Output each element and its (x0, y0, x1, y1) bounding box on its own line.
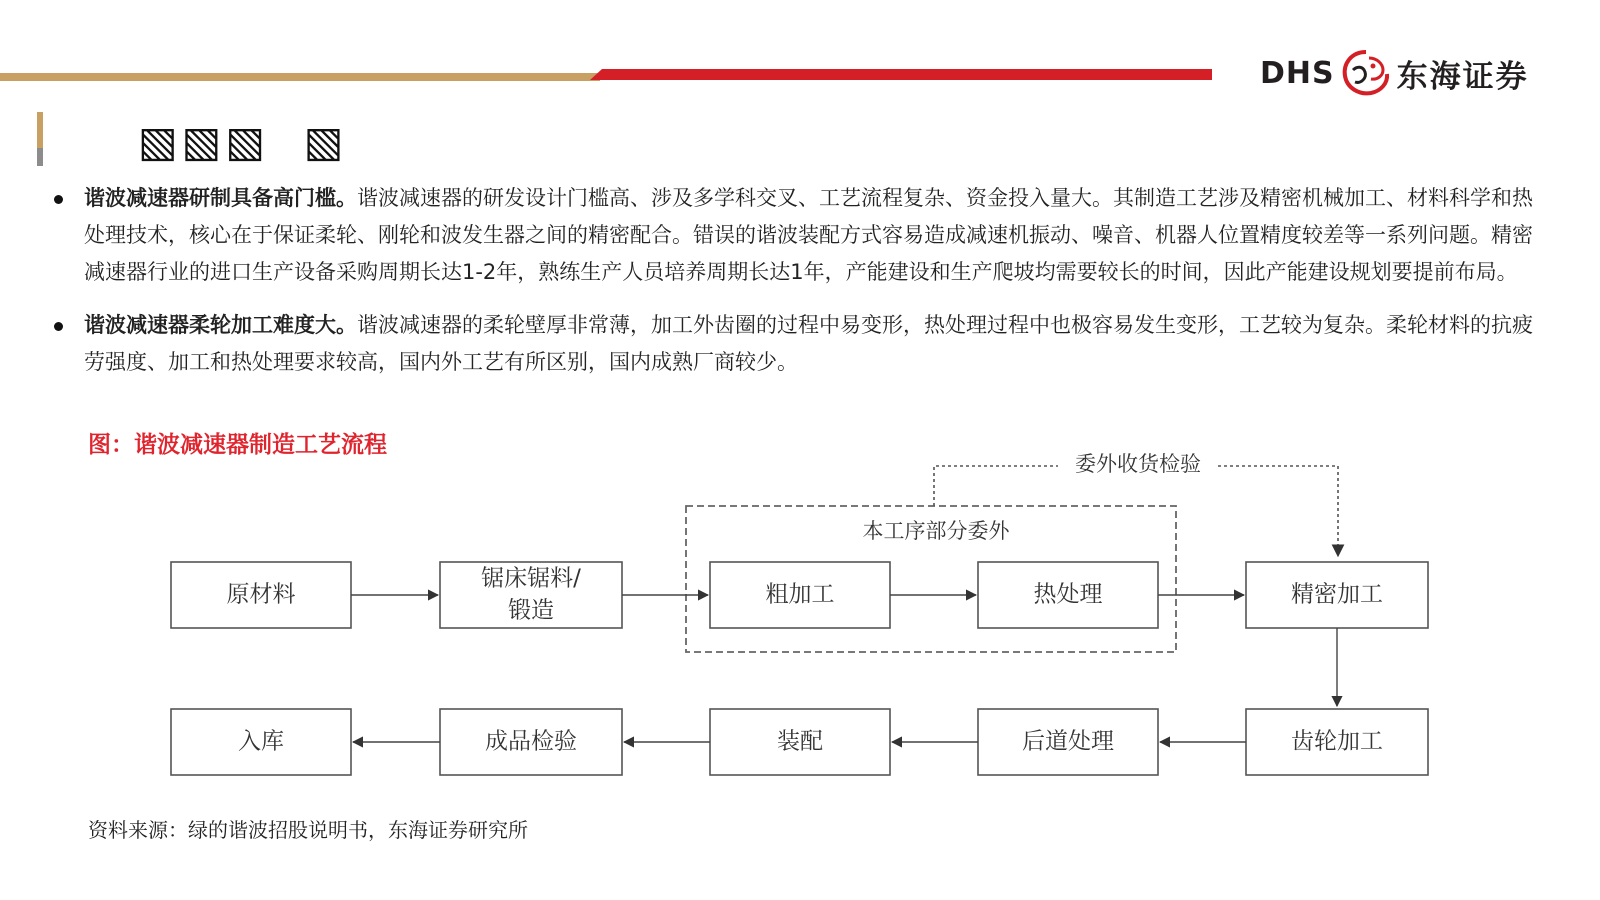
bullet-1-text: 谐波减速器的研发设计门槛高、涉及多学科交叉、工艺流程复杂、资金投入量大。其制造工艺涉及精密机械加工、材料科学和热处理技术，核心在于保证柔轮、刚轮和波发生器之间的精密配合。错误的谐波装配方式容易造成减速机振动、噪音、机器人位置精度较差等一系列问题。精密减速器行业的进口生产设备采购周期长达1-2年，熟练生产人员培养周期长达1年，产能建设和生产爬坡均需要较长的时间，因此产能建设规划要提前布局。 (84, 186, 1533, 284)
node-warehouse-label: 入库 (238, 728, 284, 755)
source-note: 资料来源：绿的谐波招股说明书，东海证券研究所 (88, 818, 528, 842)
node-post-label: 后道处理 (1022, 728, 1114, 755)
bullet-1-heading: 谐波减速器研制具备高门槛。 (84, 186, 357, 210)
bullet-2-heading: 谐波减速器柔轮加工难度大。 (84, 313, 357, 337)
node-sawing-label-line2: 锻造 (508, 597, 554, 624)
node-rough-label: 粗加工 (765, 581, 835, 608)
page-title: ▧▧▧ ▧ (138, 117, 348, 166)
outsource-group-label: 本工序部分委外 (862, 519, 1010, 543)
figure-title: 图：谐波减速器制造工艺流程 (88, 432, 387, 458)
node-precision-label: 精密加工 (1291, 581, 1383, 608)
node-assembly-label: 装配 (777, 728, 823, 755)
node-inspection-label: 成品检验 (485, 728, 577, 755)
node-sawing-label-line1: 锯床锯料/ (481, 565, 581, 592)
bullet-2-text: 谐波减速器的柔轮壁厚非常薄，加工外齿圈的过程中易变形，热处理过程中也极容易发生变形，工艺较为复杂。柔轮材料的抗疲劳强度、加工和热处理要求较高，国内外工艺有所区别，国内成熟厂商较少。 (84, 313, 1533, 374)
logo-dhs-text: DHS (1260, 55, 1335, 91)
node-raw-material-label: 原材料 (226, 581, 296, 608)
node-gear-label: 齿轮加工 (1291, 728, 1383, 755)
node-heat-label: 热处理 (1033, 581, 1103, 608)
outsource-feedback-label: 委外收货检验 (1075, 452, 1201, 476)
logo-company-name: 东海证券 (1396, 58, 1529, 95)
